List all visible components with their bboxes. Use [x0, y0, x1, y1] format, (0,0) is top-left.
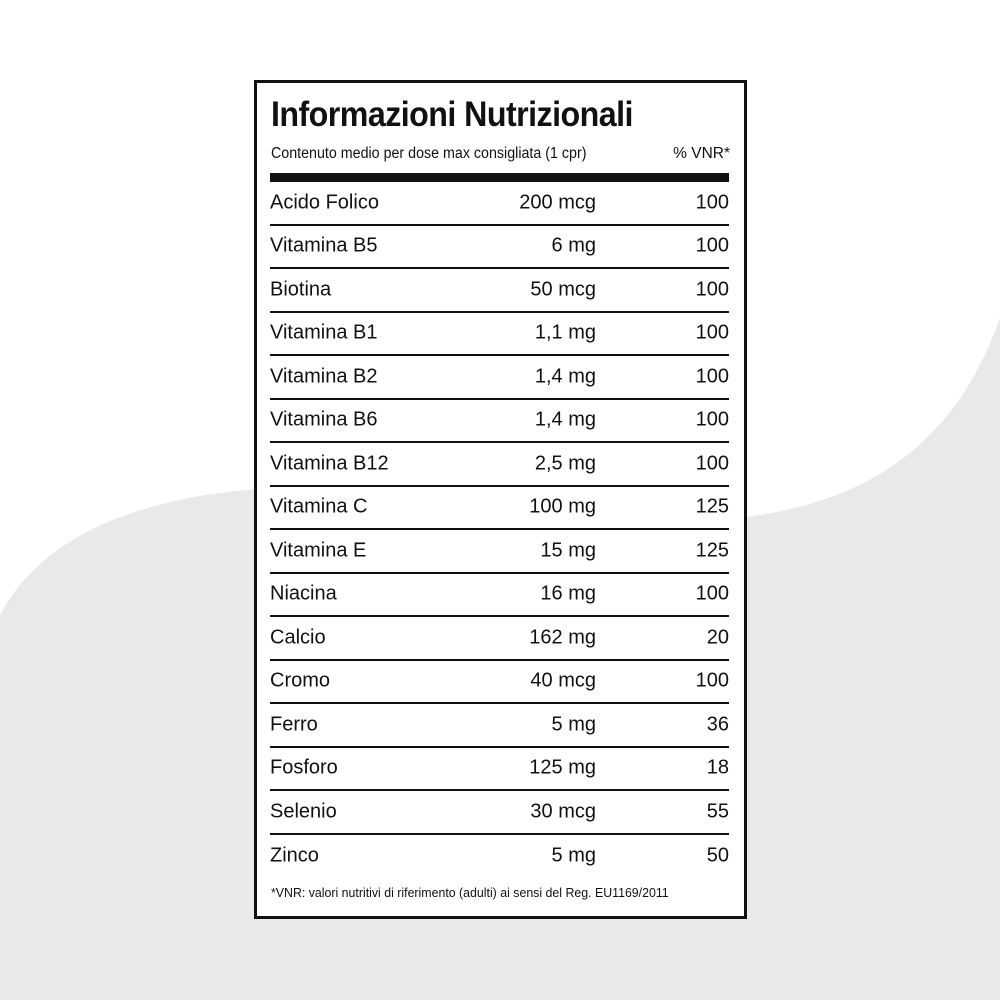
table-row: [270, 704, 729, 748]
nutrient-vnr: 100: [695, 669, 729, 692]
nutrient-name: Vitamina C: [270, 495, 368, 518]
nutrient-amount: 6 mg: [551, 234, 596, 257]
nutrient-name: Vitamina B6: [270, 408, 378, 431]
nutrient-amount: 1,4 mg: [534, 365, 596, 388]
nutrient-name: Vitamina B5: [270, 234, 378, 257]
header-divider: [270, 173, 729, 182]
table-row: [270, 661, 729, 705]
table-row: [270, 356, 729, 400]
nutrient-name: Fosforo: [270, 756, 338, 779]
nutrient-name: Vitamina B12: [270, 452, 389, 475]
nutrient-amount: 125 mg: [529, 756, 596, 779]
nutrient-vnr: 125: [695, 539, 729, 562]
footnote: *VNR: valori nutritivi di riferimento (adulti) ai sensi del Reg. EU1169/2011: [271, 885, 669, 900]
table-row: [270, 400, 729, 444]
table-row: [270, 443, 729, 487]
table-row: [270, 182, 729, 226]
nutrient-vnr: 100: [695, 278, 729, 301]
table-row: [270, 226, 729, 270]
nutrient-amount: 1,4 mg: [534, 408, 596, 431]
nutrient-name: Biotina: [270, 278, 332, 301]
nutrient-vnr: 18: [706, 756, 729, 779]
nutrient-vnr: 100: [695, 365, 729, 388]
table-row: [270, 269, 729, 313]
nutrient-vnr: 20: [706, 626, 729, 649]
nutrient-amount: 100 mg: [529, 495, 596, 518]
nutrient-vnr: 125: [695, 495, 729, 518]
nutrient-vnr: 100: [695, 191, 729, 214]
panel-title: Informazioni Nutrizionali: [271, 95, 633, 134]
nutrient-amount: 162 mg: [529, 626, 596, 649]
nutrient-vnr: 100: [695, 408, 729, 431]
nutrient-amount: 16 mg: [540, 582, 596, 605]
nutrient-amount: 50 mcg: [530, 278, 596, 301]
nutrient-vnr: 55: [706, 800, 729, 823]
nutrient-vnr: 50: [706, 844, 729, 867]
nutrient-amount: 30 mcg: [530, 800, 596, 823]
nutrient-name: Ferro: [270, 713, 318, 736]
nutrient-name: Vitamina E: [270, 539, 367, 562]
table-row: [270, 617, 729, 661]
nutrient-name: Cromo: [270, 669, 331, 692]
nutrient-table: [270, 182, 729, 878]
nutrition-facts-panel: [254, 80, 747, 919]
table-row: [270, 530, 729, 574]
table-row: [270, 748, 729, 792]
nutrient-amount: 15 mg: [540, 539, 596, 562]
nutrient-amount: 5 mg: [551, 844, 596, 867]
vnr-column-header: % VNR*: [673, 145, 730, 162]
nutrient-vnr: 100: [695, 234, 729, 257]
table-row: [270, 487, 729, 531]
nutrient-name: Calcio: [270, 626, 326, 649]
nutrient-vnr: 100: [695, 321, 729, 344]
nutrient-name: Selenio: [270, 800, 337, 823]
panel-subtitle: Contenuto medio per dose max consigliata (1 cpr): [271, 145, 587, 162]
nutrient-vnr: 36: [706, 713, 729, 736]
nutrient-name: Vitamina B2: [270, 365, 378, 388]
table-row: [270, 791, 729, 835]
nutrient-vnr: 100: [695, 582, 729, 605]
nutrient-amount: 1,1 mg: [534, 321, 596, 344]
nutrient-name: Vitamina B1: [270, 321, 378, 344]
nutrient-amount: 2,5 mg: [534, 452, 596, 475]
table-row: [270, 835, 729, 879]
nutrient-name: Zinco: [270, 844, 319, 867]
nutrient-name: Niacina: [270, 582, 337, 605]
table-row: [270, 574, 729, 618]
nutrient-name: Acido Folico: [270, 191, 379, 214]
nutrient-vnr: 100: [695, 452, 729, 475]
nutrient-amount: 200 mcg: [519, 191, 596, 214]
table-row: [270, 313, 729, 357]
nutrient-amount: 40 mcg: [530, 669, 596, 692]
nutrient-amount: 5 mg: [551, 713, 596, 736]
